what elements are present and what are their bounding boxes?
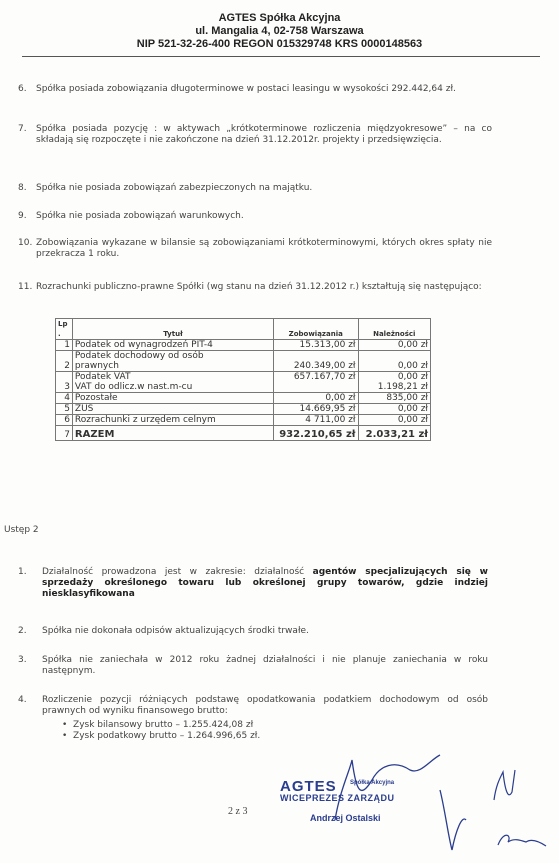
header-divider (22, 56, 540, 57)
note-item-10: 10. Zobowiązania wykazane w bilansie są zobowiązaniami krótkoterminowymi, których okres spłaty nie przekracza 1 roku. (18, 238, 492, 259)
note-item-2-1: 1. Działalność prowadzona jest w zakresie: działalność agentów specjalizujących się w sprzedaży określonego towaru lub określonej grupy towarów, gdzie indziej niesklasyfikowana (18, 567, 488, 599)
table-header-row (56, 319, 431, 340)
document-header (0, 12, 559, 51)
public-law-settlements-table (55, 318, 431, 441)
note-item-6: 6. Spółka posiada zobowiązania długoterminowe w postaci leasingu w wysokości 292.442,64 zł. (18, 84, 456, 94)
col-header-lp: Lp . (56, 319, 73, 340)
table-row: 6 Rozrachunki z urzędem celnym 4 711,00 zł 0,00 zł (56, 415, 431, 426)
note-item-11: 11. Rozrachunki publiczno-prawne Spółki (wg stanu na dzień 31.12.2012 r.) kształtują się następująco: (18, 282, 482, 292)
signature-2 (440, 790, 466, 850)
company-address: ul. Mangalia 4, 02-758 Warszawa (195, 25, 364, 37)
company-stamp (280, 778, 395, 823)
list-item: • Zysk podatkowy brutto – 1.264.996,65 zł. (62, 731, 261, 741)
col-header-zobowiazania: Zobowiązania (273, 319, 358, 340)
list-item: • Zysk bilansowy brutto – 1.255.424,08 zł (62, 720, 254, 730)
initials-2 (498, 835, 546, 846)
stamp-company: AGTES (280, 778, 337, 795)
stamp-title: WICEPREZES ZARZĄDU (280, 793, 395, 803)
table-row: 5 ZUS 14.669,95 zł 0,00 zł (56, 404, 431, 415)
stamp-name: Andrzej Ostalski (310, 813, 381, 823)
tax-profit-list (62, 720, 260, 742)
stamp-company-type: Spółka Akcyjna (350, 780, 395, 786)
note-item-7: 7. Spółka posiada pozycję : w aktywach „krótkoterminowe rozliczenia międzyokresowe” – na co składają się rozpoczęte i nie zakończone na dzień 31.12.2012r. projekty i przedsięwzięcia. (18, 124, 492, 145)
table-row: 2 Podatek dochodowy od osób prawnych 240.349,00 zł 0,00 zł (56, 351, 431, 372)
table-row: 4 Pozostałe 0,00 zł 835,00 zł (56, 393, 431, 404)
table-row: 3 Podatek VAT VAT do odlicz.w nast.m-cu 657.167,70 zł 0,00 zł 1.198,21 zł (56, 372, 431, 393)
section-heading-ustep-2: Ustęp 2 (4, 525, 39, 535)
col-header-naleznosci: Należności (358, 319, 431, 340)
note-item-2-3: 3. Spółka nie zaniechała w 2012 roku żadnej działalności i nie planuje zaniechania w roku następnym. (18, 655, 488, 676)
note-item-2-4: 4. Rozliczenie pozycji różniących podstawę opodatkowania podatkiem dochodowym od osób prawnych od wyniku finansowego brutto: (18, 695, 488, 716)
company-ids: NIP 521-32-26-400 REGON 015329748 KRS 0000148563 (136, 38, 423, 50)
page-number: 2 z 3 (228, 806, 248, 817)
col-header-tytul: Tytuł (72, 319, 273, 340)
company-name: AGTES Spółka Akcyjna (218, 12, 341, 24)
table-row: 1 Podatek od wynagrodzeń PIT-4 15.313,00 zł 0,00 zł (56, 340, 431, 351)
table-total-row: 7 RAZEM 932.210,65 zł 2.033,21 zł (56, 426, 431, 441)
initials-1 (494, 770, 515, 800)
